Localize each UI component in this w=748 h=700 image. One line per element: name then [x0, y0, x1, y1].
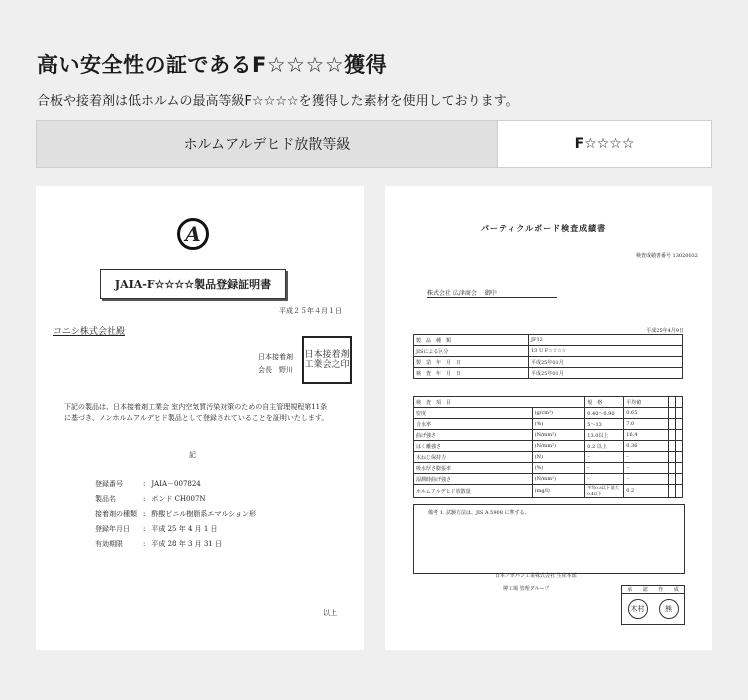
section-title: 高い安全性の証であるF☆☆☆☆獲得	[37, 53, 388, 77]
table-row: ホルムアルデヒド放散量 (mg/l) 平均0.3以下 最大0.4以下 0.2	[414, 485, 683, 498]
test-results-table	[413, 396, 683, 498]
table-row: 吸水厚さ膨張率 (%) – –	[414, 463, 683, 474]
inspection-report-image[interactable]	[385, 186, 712, 650]
report-company: 日本ノボパン工業株式会社 生産本部	[495, 573, 577, 579]
certificate-image[interactable]	[36, 186, 364, 650]
certificate-body: 下記の製品は、日本接着剤工業会 室内空気質汚染対策のための自主管理規程第11条に基づき、ノンホルムアルデヒド製品として登録されていることを証明いたします。	[64, 403, 329, 422]
approval-seals	[622, 599, 684, 619]
table-row: 検 査 年 月 日 平成25年01月	[414, 368, 683, 379]
certificate-end: 以上	[323, 609, 337, 617]
approval-seal: 木村	[628, 599, 648, 619]
certificate-issuer-name: 会長 野川	[258, 366, 293, 374]
certificate-date: 平成２５年４月１日	[279, 307, 342, 315]
creator-seal: 熊	[659, 599, 679, 619]
section-description: 合板や接着剤は低ホルムの最高等級F☆☆☆☆を獲得した素材を使用しております。	[37, 94, 519, 109]
table-row: JISによる区分 13 U F☆☆☆☆	[414, 346, 683, 357]
report-customer: 株式会社 広津商会 御中	[427, 288, 557, 298]
remarks-box	[413, 504, 685, 574]
report-date: 平成25年4月9日	[646, 328, 684, 334]
table-row: 製品名 : ボンド CH007N	[95, 495, 206, 503]
certificate-title: JAIA-F☆☆☆☆製品登録証明書	[100, 269, 286, 299]
table-row: 有効期限 : 平成 28 年 3 月 31 日	[95, 540, 222, 548]
table-row: 曲げ強さ (N/mm²) 13.0以上 16.4	[414, 430, 683, 441]
report-dept: 堺工場 管理グループ	[503, 586, 550, 592]
official-seal: 日本接着剤工業会之印	[302, 336, 352, 384]
table-row: 製 品 種 類 JF12	[414, 335, 683, 346]
product-info-table	[413, 334, 683, 379]
table-row: 含水率 (%) 5～13 7.0	[414, 419, 683, 430]
spec-value: F☆☆☆☆	[574, 136, 635, 152]
table-row: 登録番号 : JAIA－007824	[95, 480, 201, 488]
report-number: 検査成績書番号 13020032	[635, 253, 698, 259]
certificate-recipient: コニシ株式会社殿	[53, 327, 126, 337]
table-header: 検 査 項 目 規 格 平均値	[414, 397, 683, 408]
table-row: 湿潤時曲げ強さ (N/mm²) – –	[414, 474, 683, 485]
certificate-ki: 記	[189, 451, 196, 459]
table-row: 木ねじ保持力 (N) – –	[414, 452, 683, 463]
spec-label: ホルムアルデヒド放散等級	[37, 121, 498, 167]
table-row: 製 造 年 月 日 平成25年01月	[414, 357, 683, 368]
table-row: 登録年月日 : 平成 25 年 4 月 1 日	[95, 525, 218, 533]
jaia-logo: A	[177, 218, 209, 250]
table-row: はく離強さ (N/mm²) 0.2 以上 0.36	[414, 441, 683, 452]
approval-labels: 承 認 作 成	[622, 586, 684, 594]
certificate-issuer-org: 日本接着剤	[258, 353, 293, 361]
spec-table	[36, 120, 712, 168]
registration-table	[93, 476, 262, 553]
table-row: 密度 (g/cm³) 0.40～0.90 0.65	[414, 408, 683, 419]
report-remark: 備考 1. 試験方法は、JIS A 5908 に準ずる。	[428, 510, 530, 516]
report-title: パーティクルボード検査成績書	[481, 223, 607, 233]
table-row: 接着剤の種類 : 酢酸ビニル樹脂系エマルション形	[95, 510, 257, 518]
approval-box	[621, 585, 685, 625]
